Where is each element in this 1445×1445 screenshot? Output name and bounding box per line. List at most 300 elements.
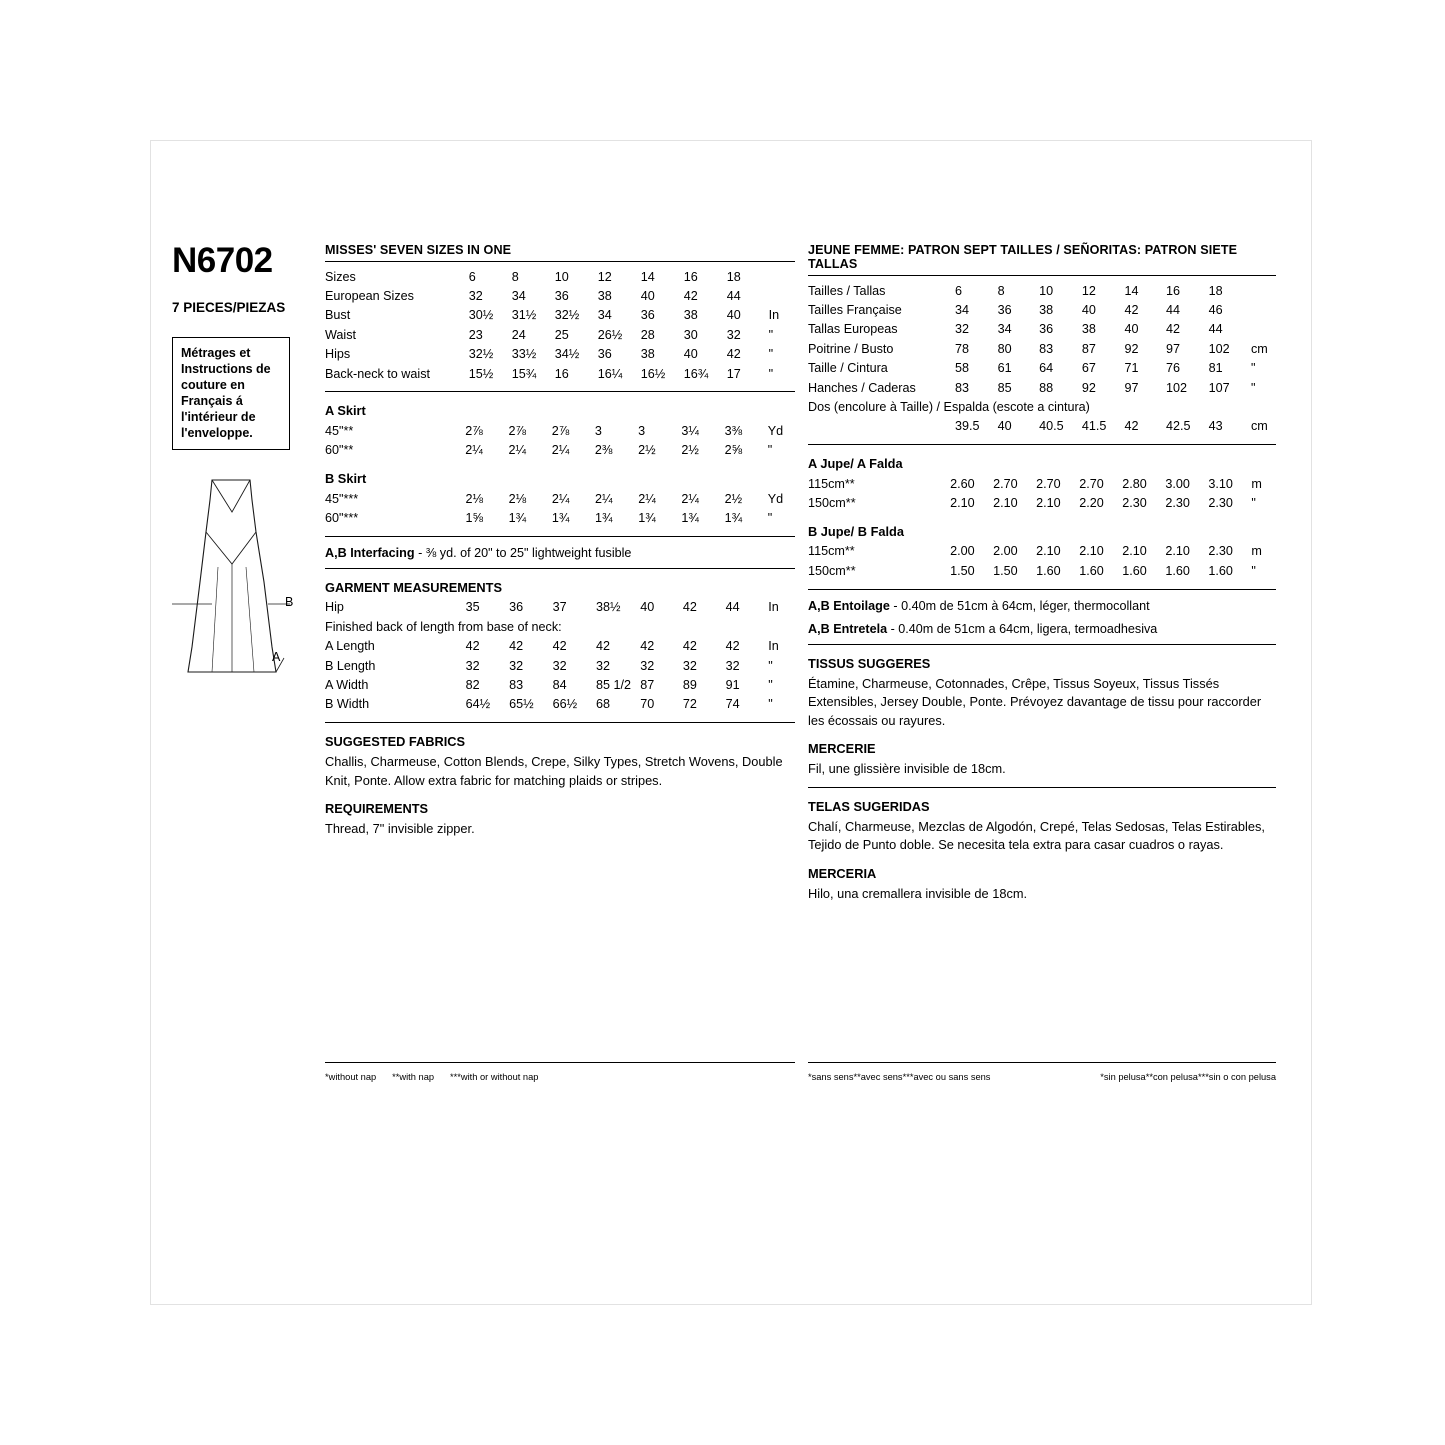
french-spanish-heading: JEUNE FEMME: PATRON SEPT TAILLES / SEÑORITAS: PATRON SIETE TALLAS (808, 243, 1276, 276)
cell: 72 (682, 697, 697, 712)
cell: 1.60 (1036, 563, 1061, 578)
cell: 83 (509, 677, 524, 692)
cell: 8 (511, 269, 519, 284)
cell: 2.70 (1036, 476, 1061, 491)
cell: 2.30 (1122, 496, 1147, 511)
cell: 2.00 (950, 544, 975, 559)
cell: 18 (726, 269, 741, 284)
cell: 32 (509, 658, 524, 673)
cell: 42 (682, 600, 697, 615)
footnote: **avec sens (853, 1072, 903, 1082)
finished-length-note: Finished back of length from base of neck: (325, 619, 562, 634)
cell: 74 (725, 697, 740, 712)
cell: 1¾ (551, 511, 570, 526)
table-row (325, 656, 795, 675)
row-label: Waist (325, 327, 357, 342)
metric-size-table (808, 281, 1276, 436)
entoilage-label: A,B Entoilage (808, 598, 890, 613)
cell: 89 (682, 677, 697, 692)
cell: 32 (726, 327, 741, 342)
cell: 2¼ (681, 491, 699, 506)
french-spanish-column (808, 243, 1276, 903)
cell: 40 (683, 347, 698, 362)
cell: 84 (552, 677, 567, 692)
table-row (325, 267, 795, 286)
garment-measurements-table (325, 598, 795, 714)
row-label: Tallas Europeas (808, 322, 898, 337)
footnote: ***avec ou sans sens (902, 1072, 991, 1082)
cell: 33½ (511, 347, 537, 362)
table-row (808, 320, 1276, 339)
cell: 2¼ (508, 443, 526, 458)
cell: 81 (1208, 361, 1223, 376)
table-row (808, 378, 1276, 397)
cell: 1¾ (508, 511, 527, 526)
cell: 2.10 (1036, 496, 1061, 511)
cell: 36 (597, 347, 612, 362)
cell: 2⅜ (594, 443, 613, 458)
cell: 15¾ (511, 366, 537, 381)
row-label: Back-neck to waist (325, 366, 430, 381)
cell: 42 (1124, 419, 1139, 434)
row-label: Poitrine / Busto (808, 341, 894, 356)
cell: 6 (468, 269, 476, 284)
cell: 43 (1208, 419, 1223, 434)
cell: 6 (955, 283, 963, 298)
cell: 2.30 (1208, 496, 1233, 511)
cell: 17 (726, 366, 741, 381)
cell: 2.00 (993, 544, 1018, 559)
cell: 2¼ (638, 491, 656, 506)
cell: 32½ (554, 308, 580, 323)
unit (769, 286, 795, 305)
divider (325, 536, 795, 537)
row-label: Tailles / Tallas (808, 283, 886, 298)
entoilage-text: - 0.40m de 51cm à 64cm, léger, thermocollant (893, 598, 1150, 613)
cell: 2¼ (595, 491, 613, 506)
suggested-fabrics-text: Challis, Charmeuse, Cotton Blends, Crepe, Silky Types, Stretch Wovens, Double Knit, Ponte. Allow extra fabric for matching plaids or stripes. (325, 754, 783, 788)
unit: m (1251, 476, 1262, 491)
unit: In (768, 600, 779, 615)
cell: 2.70 (1079, 476, 1104, 491)
cell: 85 (997, 380, 1012, 395)
unit (1251, 300, 1276, 319)
cell: 14 (1124, 283, 1139, 298)
cell: 44 (1165, 303, 1180, 318)
cell: 71 (1124, 361, 1139, 376)
skirt-illustration (172, 472, 307, 702)
cell: 42 (725, 639, 740, 654)
cell: 85 1/2 (596, 677, 632, 692)
cell: 2¼ (551, 443, 570, 458)
english-column (325, 243, 795, 839)
b-skirt-yardage-table (325, 489, 795, 528)
cell: 36 (554, 289, 569, 304)
cell: 58 (955, 361, 970, 376)
cell: 2⅞ (551, 423, 570, 438)
table-row (325, 675, 795, 694)
row-label: Hip (325, 600, 344, 615)
cell: 38 (1081, 322, 1096, 337)
divider (325, 568, 795, 569)
cell: 1¾ (595, 511, 613, 526)
mercerie-heading: MERCERIE (808, 741, 876, 757)
table-row (325, 508, 795, 527)
cell: 2¼ (465, 443, 483, 458)
cell: 32 (552, 658, 567, 673)
cell: 32 (955, 322, 970, 337)
row-label: B Width (325, 697, 370, 712)
cell: 23 (468, 327, 483, 342)
cell: 44 (1208, 322, 1223, 337)
unit: " (768, 677, 773, 692)
cell: 3.10 (1208, 476, 1233, 491)
cell: 92 (1081, 380, 1096, 395)
table-row (808, 561, 1276, 580)
cell: 2½ (681, 443, 699, 458)
cell: 32 (596, 658, 611, 673)
a-skirt-yardage-table (325, 421, 795, 460)
cell: 40 (997, 419, 1012, 434)
cell: 102 (1208, 341, 1230, 356)
table-row (808, 339, 1276, 358)
row-label: A Width (325, 677, 369, 692)
table-row (325, 306, 795, 325)
cell: 36 (997, 303, 1012, 318)
unit: Yd (767, 491, 784, 506)
skirt-line-drawing (172, 472, 307, 702)
divider (808, 787, 1276, 788)
unit: Yd (767, 423, 784, 438)
cell: 15½ (468, 366, 494, 381)
cell: 34 (955, 303, 970, 318)
cell: 2.10 (1165, 544, 1190, 559)
merceria-heading: MERCERIA (808, 865, 877, 881)
cell: 92 (1124, 341, 1139, 356)
row-label: 115cm** (808, 544, 855, 559)
unit: " (768, 658, 773, 673)
entretela-text: - 0.40m de 51cm a 64cm, ligera, termoadhesiva (890, 621, 1158, 636)
unit (769, 267, 795, 286)
cell: 68 (596, 697, 611, 712)
cell: 2⅞ (465, 423, 483, 438)
table-row (325, 325, 795, 344)
cell: 3⅜ (724, 423, 743, 438)
cell: 83 (1039, 341, 1054, 356)
cell: 1.60 (1165, 563, 1190, 578)
cell: 8 (997, 283, 1005, 298)
table-row (325, 598, 795, 617)
cell: 107 (1208, 380, 1230, 395)
tissus-heading: TISSUS SUGGERES (808, 655, 931, 671)
unit: " (1250, 361, 1256, 376)
cell: 1.60 (1079, 563, 1104, 578)
cell: 1¾ (638, 511, 656, 526)
row-label: Taille / Cintura (808, 361, 888, 376)
cell: 16 (554, 366, 569, 381)
cell: 1¾ (681, 511, 699, 526)
table-row (808, 417, 1276, 436)
cell: 87 (640, 677, 655, 692)
cell: 64 (1039, 361, 1054, 376)
cell: 16 (683, 269, 698, 284)
cell: 2.80 (1122, 476, 1147, 491)
cell: 31½ (511, 308, 537, 323)
table-row (808, 542, 1276, 561)
cell: 1.50 (950, 563, 975, 578)
footnote: *without nap (325, 1072, 377, 1082)
cell: 42 (726, 347, 741, 362)
cell: 2⅞ (508, 423, 526, 438)
table-row (325, 441, 795, 460)
entretela-label: A,B Entretela (808, 621, 888, 636)
pattern-number: N6702 (172, 241, 273, 280)
view-b-label: B (285, 595, 294, 609)
cell: 42 (596, 639, 611, 654)
row-label (808, 417, 955, 436)
cell: 34 (597, 308, 612, 323)
back-neck-note: Dos (encolure à Taille) / Espalda (escote a cintura) (808, 399, 1090, 414)
divider (325, 722, 795, 723)
cell: 16¾ (683, 366, 709, 381)
row-label: Tailles Française (808, 303, 902, 318)
unit: In (768, 639, 779, 654)
requirements-heading: REQUIREMENTS (325, 801, 429, 817)
cell: 38 (640, 347, 655, 362)
cell: 67 (1081, 361, 1096, 376)
cell: 97 (1165, 341, 1180, 356)
cell: 66½ (552, 697, 578, 712)
merceria-text: Hilo, una cremallera invisible de 18cm. (808, 885, 1028, 901)
cell: 32 (725, 658, 740, 673)
table-row (808, 281, 1276, 300)
telas-text: Chalí, Charmeuse, Mezclas de Algodón, Crepé, Telas Sedosas, Telas Estirables, Tejido de Punto doble. Se necesita tela extra para casar cuadros o rayas. (808, 818, 1265, 853)
cell: 2.30 (1208, 544, 1233, 559)
cell: 40 (1081, 303, 1096, 318)
cell: 12 (597, 269, 612, 284)
cell: 38½ (596, 600, 621, 615)
cell: 38 (683, 308, 698, 323)
cell: 10 (1039, 283, 1054, 298)
footnote: **con pelusa (1145, 1072, 1198, 1082)
table-row (808, 359, 1276, 378)
unit: " (768, 347, 774, 362)
cell: 30 (683, 327, 698, 342)
french-instructions-box: Métrages et Instructions de couture en Français á l'intérieur de l'enveloppe. (172, 337, 290, 450)
cell: 12 (1081, 283, 1096, 298)
mercerie-text: Fil, une glissière invisible de 18cm. (808, 761, 1006, 777)
cell: 18 (1208, 283, 1223, 298)
cell: 61 (997, 361, 1012, 376)
divider (808, 444, 1276, 445)
entretela-note (808, 622, 1276, 636)
cell: 2.30 (1165, 496, 1190, 511)
table-row (808, 300, 1276, 319)
cell: 78 (955, 341, 970, 356)
footnote: **with nap (392, 1072, 435, 1082)
row-label: 150cm** (808, 563, 856, 578)
cell: 25 (554, 327, 569, 342)
a-skirt-title: A Skirt (325, 403, 366, 419)
cell: 2.10 (1079, 544, 1104, 559)
cell: 88 (1039, 380, 1054, 395)
table-row (325, 489, 795, 508)
b-jupe-title: B Jupe/ B Falda (808, 523, 904, 539)
cell: 42 (1124, 303, 1139, 318)
cell: 26½ (597, 327, 623, 342)
footnote: *sin pelusa (1100, 1072, 1146, 1082)
row-label: B Length (325, 658, 376, 673)
tissus-text: Étamine, Charmeuse, Cotonnades, Crêpe, Tissus Soyeux, Tissus Tissés Extensibles, Jersey Double, Ponte. Prévoyez davantage de tissu pour raccorder les écossais ou rayures. (808, 675, 1262, 728)
cell: 87 (1081, 341, 1096, 356)
cell: 70 (640, 697, 655, 712)
cell: 34½ (554, 347, 580, 362)
unit: " (1251, 496, 1256, 511)
cell: 3.00 (1165, 476, 1190, 491)
cell: 14 (640, 269, 655, 284)
interfacing-label: A,B Interfacing (325, 545, 415, 560)
cell: 39.5 (955, 419, 980, 434)
cell: 42 (682, 639, 697, 654)
cell: 32½ (468, 347, 494, 362)
cell: 2.10 (1122, 544, 1147, 559)
unit: In (768, 308, 780, 323)
cell: 65½ (509, 697, 534, 712)
cell: 2.10 (950, 496, 975, 511)
cell: 1.60 (1122, 563, 1147, 578)
cell: 40.5 (1039, 419, 1064, 434)
cell: 30½ (468, 308, 494, 323)
a-jupe-yardage-table (808, 474, 1276, 513)
cell: 42 (465, 639, 480, 654)
cell: 40 (1124, 322, 1139, 337)
cell: 2½ (724, 491, 743, 506)
cell: 3¼ (681, 423, 699, 438)
cell: 2½ (638, 443, 656, 458)
cell: 2.70 (993, 476, 1018, 491)
cell: 91 (725, 677, 740, 692)
english-heading: MISSES' SEVEN SIZES IN ONE (325, 243, 795, 262)
cell: 36 (640, 308, 655, 323)
english-size-table (325, 267, 795, 383)
row-label: A Length (325, 639, 375, 654)
b-jupe-yardage-table (808, 542, 1276, 581)
cell: 32 (640, 658, 655, 673)
cell: 2⅝ (724, 443, 743, 458)
cell: 40 (640, 600, 655, 615)
requirements-text: Thread, 7" invisible zipper. (325, 821, 475, 837)
table-row (325, 421, 795, 440)
cell: 1⅝ (465, 511, 483, 526)
cell: 36 (509, 600, 524, 615)
a-jupe-title: A Jupe/ A Falda (808, 456, 903, 471)
unit: " (768, 697, 773, 712)
unit: " (768, 366, 774, 381)
cell: 1.60 (1208, 563, 1233, 578)
footnote-divider-right (808, 1062, 1276, 1063)
cell: 24 (511, 327, 526, 342)
french-spanish-footnotes (808, 1072, 1276, 1082)
unit: " (1250, 380, 1256, 395)
unit: " (767, 511, 773, 526)
footnote: ***sin o con pelusa (1197, 1072, 1276, 1082)
row-label: Bust (325, 308, 351, 323)
cell: 10 (554, 269, 569, 284)
cell: 34 (511, 289, 526, 304)
row-label: European Sizes (325, 289, 414, 304)
cell: 34 (997, 322, 1012, 337)
cell: 40 (726, 308, 741, 323)
cell: 1.50 (993, 563, 1018, 578)
cell: 2.10 (1036, 544, 1061, 559)
cell: 2.10 (993, 496, 1018, 511)
unit: " (1251, 563, 1256, 578)
interfacing-note (325, 546, 795, 560)
row-label: 60"** (325, 443, 354, 458)
cell: 1¾ (724, 511, 743, 526)
cell: 42.5 (1165, 419, 1191, 434)
cell: 32 (468, 289, 483, 304)
cell: 3 (594, 423, 602, 438)
table-row (325, 617, 795, 636)
telas-heading: TELAS SUGERIDAS (808, 798, 930, 814)
unit: " (768, 327, 774, 342)
cell: 46 (1208, 303, 1223, 318)
row-label: Sizes (325, 269, 356, 284)
cell: 28 (640, 327, 655, 342)
entoilage-note (808, 599, 1276, 613)
b-skirt-title: B Skirt (325, 471, 367, 486)
table-row (808, 397, 1276, 416)
cell: 83 (955, 380, 970, 395)
unit: " (767, 443, 773, 458)
cell: 35 (465, 600, 480, 615)
cell: 42 (640, 639, 655, 654)
divider (325, 391, 795, 392)
row-label: Hanches / Caderas (808, 380, 916, 395)
suggested-fabrics-heading: SUGGESTED FABRICS (325, 734, 466, 749)
unit: m (1251, 544, 1262, 559)
table-row (325, 364, 795, 383)
cell: 16 (1165, 283, 1180, 298)
unit (1251, 320, 1276, 339)
piece-count: 7 PIECES/PIEZAS (172, 300, 286, 315)
cell: 32 (465, 658, 480, 673)
cell: 38 (597, 289, 612, 304)
cell: 40 (640, 289, 655, 304)
cell: 97 (1124, 380, 1139, 395)
cell: 76 (1165, 361, 1180, 376)
cell: 41.5 (1081, 419, 1107, 434)
divider (808, 644, 1276, 645)
cell: 2⅛ (508, 491, 527, 506)
cell: 2.60 (950, 476, 975, 491)
cell: 16½ (640, 366, 666, 381)
english-footnotes (325, 1072, 795, 1082)
left-column (172, 243, 314, 702)
table-row (808, 474, 1276, 493)
unit (1251, 281, 1276, 300)
garment-measurements-heading: GARMENT MEASUREMENTS (325, 579, 503, 595)
cell: 37 (552, 600, 567, 615)
cell: 42 (509, 639, 524, 654)
row-label: 45"*** (325, 491, 359, 506)
cell: 2⅛ (465, 491, 483, 506)
cell: 82 (465, 677, 480, 692)
footnote-divider-left (325, 1062, 795, 1063)
unit: cm (1250, 341, 1268, 356)
table-row (325, 345, 795, 364)
